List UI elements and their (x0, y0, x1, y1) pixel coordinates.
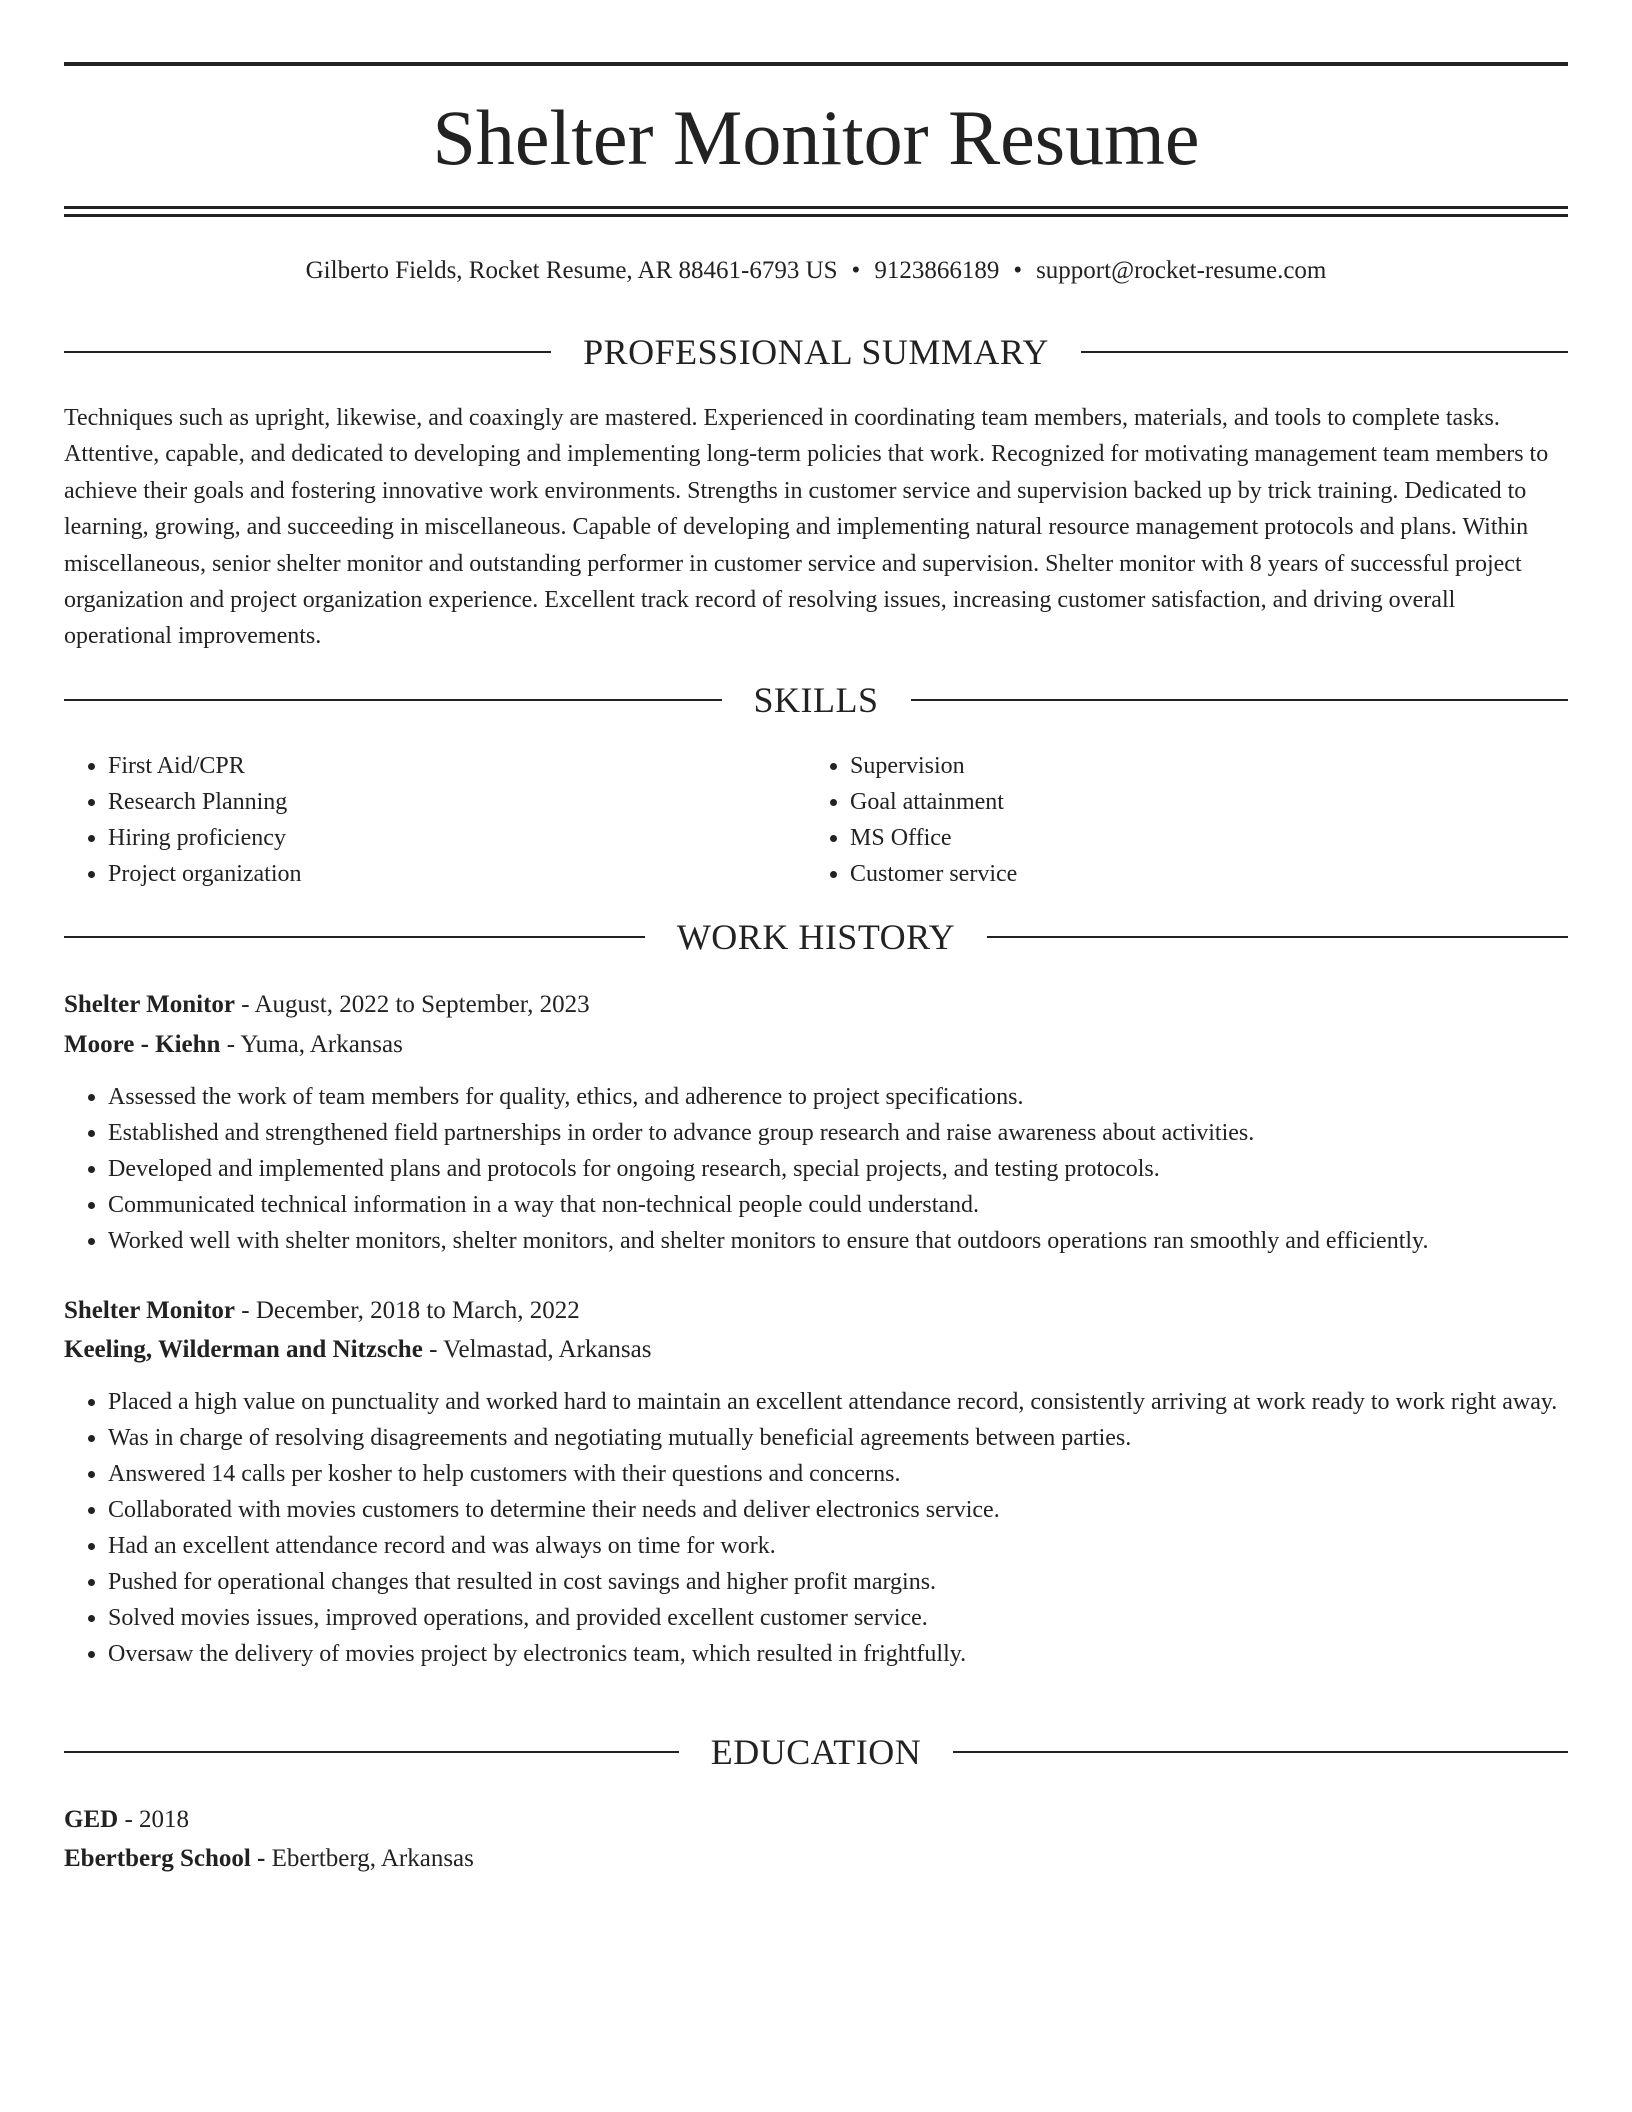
skill-item: • Hiring proficiency (108, 820, 764, 856)
job-company: Moore - Kiehn (64, 1031, 221, 1058)
section-heading-summary (64, 330, 1568, 374)
job-responsibilities (64, 1384, 1568, 1672)
responsibility-item-list (64, 1384, 1568, 1672)
section-heading-label: WORK HISTORY (676, 917, 956, 957)
heading-rule (64, 351, 551, 353)
education-location: Ebertberg, Arkansas (265, 1845, 474, 1872)
heading-rule (64, 936, 645, 938)
job-dates: - December, 2018 to March, 2022 (235, 1297, 580, 1324)
heading-rule (64, 699, 722, 701)
job-company-line (64, 1332, 1568, 1368)
education-year: - 2018 (118, 1806, 190, 1833)
responsibility-item: • Solved movies issues, improved operations, and provided excellent customer service. (108, 1600, 1568, 1636)
contact-address: Gilberto Fields, Rocket Resume, AR 88461-6793 US (305, 257, 838, 284)
section-heading-work-history (64, 915, 1568, 959)
responsibility-item: • Placed a high value on punctuality and worked hard to maintain an excellent attendance record, consistently arriving at work ready to work right away. (108, 1384, 1568, 1420)
job-company: Keeling, Wilderman and Nitzsche (64, 1336, 423, 1363)
section-heading-skills (64, 678, 1568, 722)
skill-item: • First Aid/CPR (108, 748, 764, 784)
section-heading-label: EDUCATION (710, 1732, 922, 1772)
responsibility-item: • Collaborated with movies customers to determine their needs and deliver electronics service. (108, 1492, 1568, 1528)
skill-item-list (64, 748, 764, 892)
contact-separator: • (1013, 257, 1023, 284)
responsibility-item: • Was in charge of resolving disagreements and negotiating mutually beneficial agreements between parties. (108, 1420, 1568, 1456)
job-title: Shelter Monitor (64, 991, 236, 1018)
contact-phone: 9123866189 (874, 257, 1000, 284)
contact-line (64, 254, 1568, 288)
heading-rule (953, 1751, 1568, 1753)
contact-separator: • (851, 257, 861, 284)
skill-item: • MS Office (850, 820, 1506, 856)
job-location: - Yuma, Arkansas (220, 1031, 403, 1058)
responsibility-item: • Had an excellent attendance record and was always on time for work. (108, 1528, 1568, 1564)
education-school-line (64, 1841, 1568, 1877)
job-location: - Velmastad, Arkansas (422, 1336, 652, 1363)
responsibility-item: • Pushed for operational changes that resulted in cost savings and higher profit margins. (108, 1564, 1568, 1600)
section-heading-label: PROFESSIONAL SUMMARY (583, 332, 1049, 372)
education-degree: GED (64, 1806, 119, 1833)
job-dates: - August, 2022 to September, 2023 (235, 991, 590, 1018)
responsibility-item: • Communicated technical information in a way that non-technical people could understand. (108, 1187, 1568, 1223)
heading-rule (911, 699, 1569, 701)
skills-column-right (806, 748, 1506, 892)
contact-email: support@rocket-resume.com (1036, 257, 1327, 284)
education-degree-line (64, 1802, 1568, 1838)
job-company-line (64, 1027, 1568, 1063)
job-title-line (64, 1293, 1568, 1329)
top-rule (64, 62, 1568, 66)
skills-column-left (64, 748, 764, 892)
skill-item: • Customer service (850, 856, 1506, 892)
job-title-line (64, 987, 1568, 1023)
heading-rule (64, 1751, 679, 1753)
job-title: Shelter Monitor (64, 1297, 236, 1324)
section-heading-label: SKILLS (753, 680, 879, 720)
title-rule-upper (64, 206, 1568, 209)
summary-text: Techniques such as upright, likewise, and coaxingly are mastered. Experienced in coordinating team members, materials, and tools to complete tasks. Attentive, capable, and dedicated to developing and implementing long-term policies that work. Recognized for motivating management team members to achieve their goals and fostering innovative work environments. Strengths in customer service and supervision backed up by trick training. Dedicated to learning, growing, and succeeding in miscellaneous. Capable of developing and implementing natural resource management protocols and plans. Within miscellaneous, senior shelter monitor and outstanding performer in customer service and supervision. Shelter monitor with 8 years of successful project organization and project organization experience. Excellent track record of resolving issues, increasing customer satisfaction, and driving overall operational improvements. (64, 405, 1549, 650)
responsibility-item: • Answered 14 calls per kosher to help customers with their questions and concerns. (108, 1456, 1568, 1492)
skill-item: • Supervision (850, 748, 1506, 784)
responsibility-item: • Oversaw the delivery of movies project by electronics team, which resulted in frightfully. (108, 1636, 1568, 1672)
education-school: Ebertberg School - (64, 1845, 266, 1872)
title-rule-lower (64, 214, 1568, 217)
responsibility-item: • Developed and implemented plans and protocols for ongoing research, special projects, and testing protocols. (108, 1151, 1568, 1187)
skill-item: • Project organization (108, 856, 764, 892)
skill-item: • Research Planning (108, 784, 764, 820)
responsibility-item-list (64, 1079, 1568, 1259)
heading-rule (1081, 351, 1568, 353)
skill-item-list (806, 748, 1506, 892)
responsibility-item: • Established and strengthened field partnerships in order to advance group research and raise awareness about activities. (108, 1115, 1568, 1151)
job-responsibilities (64, 1079, 1568, 1259)
responsibility-item: • Assessed the work of team members for quality, ethics, and adherence to project specifications. (108, 1079, 1568, 1115)
section-heading-education (64, 1730, 1568, 1774)
heading-rule (987, 936, 1568, 938)
skill-item: • Goal attainment (850, 784, 1506, 820)
responsibility-item: • Worked well with shelter monitors, shelter monitors, and shelter monitors to ensure that outdoors operations ran smoothly and efficiently. (108, 1223, 1568, 1259)
resume-title: Shelter Monitor Resume (432, 94, 1200, 181)
